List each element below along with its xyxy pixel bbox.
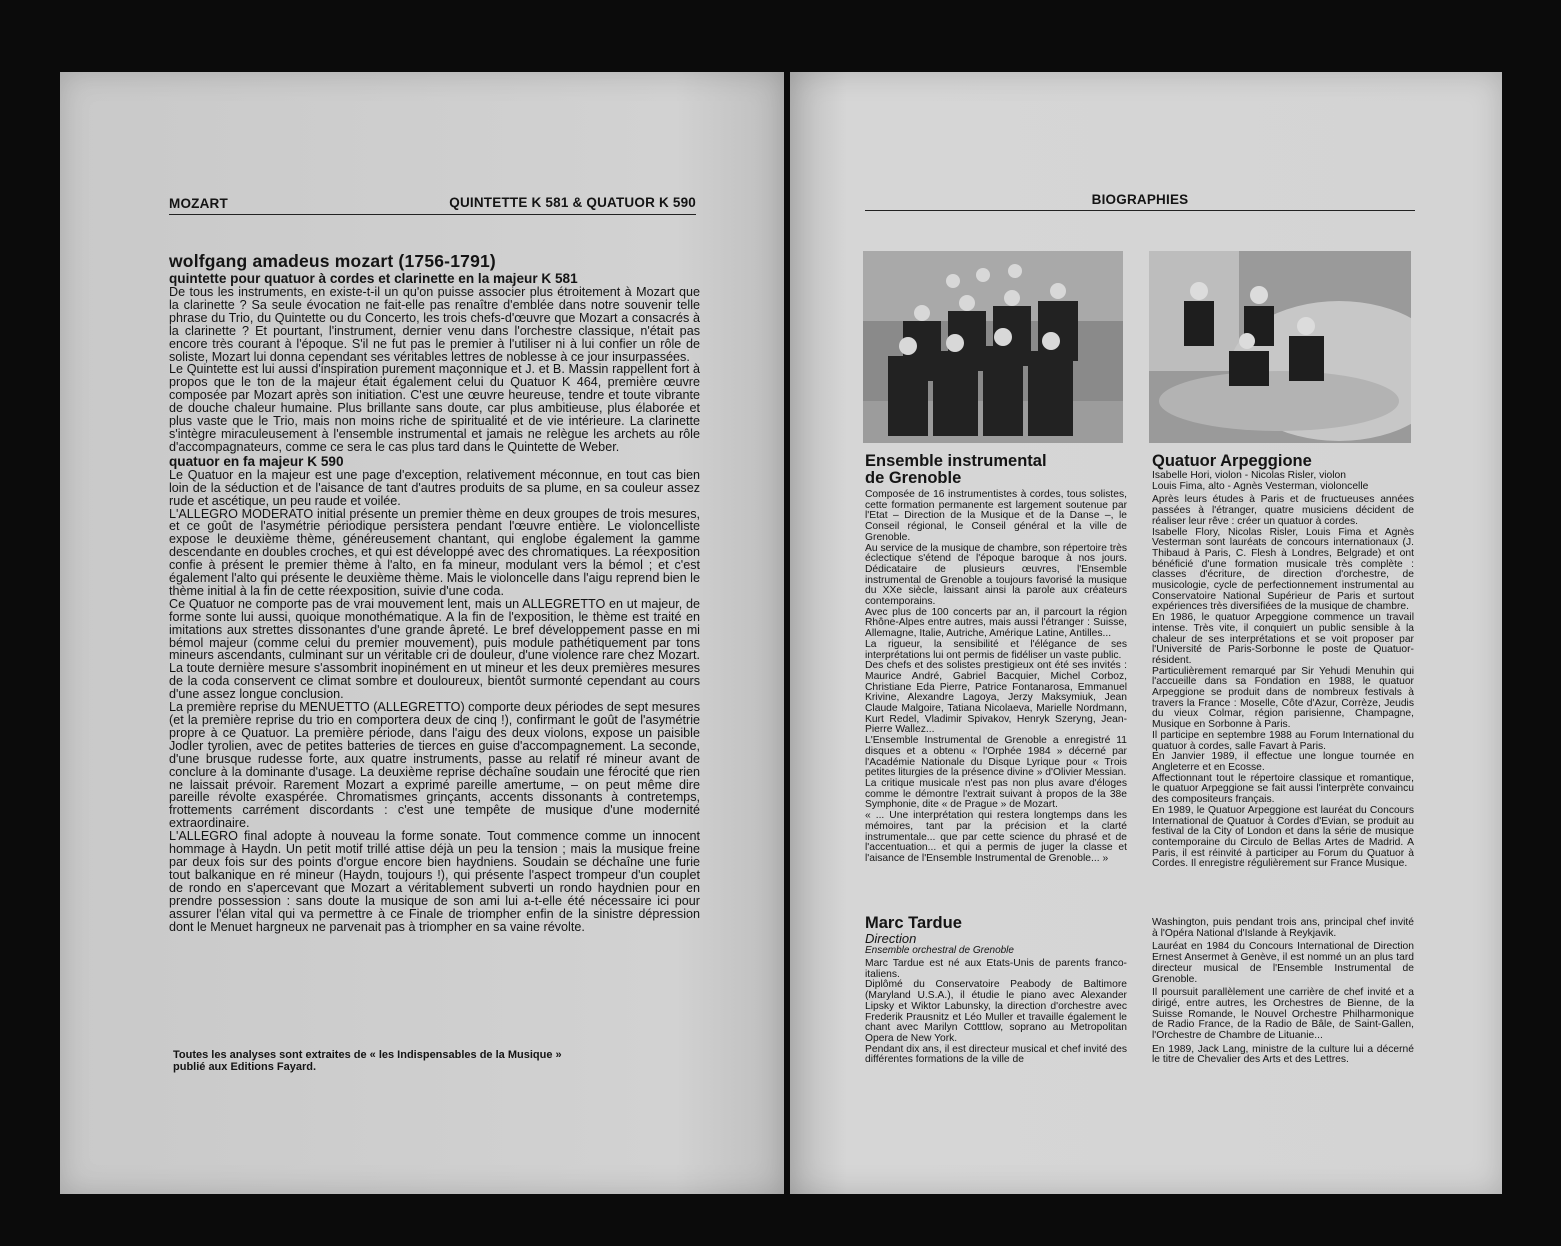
paragraph: En 1989, le Quatuor Arpeggione est lauréat du Concours International de Quatuor à Cordes d'Evian, se produit au festival de la City of London et dans la série de musique contemporaine du Circulo de Bellas Artes de Madrid. A Paris, il est réinvité à participer au Forum du Quatuor à Cordes. Il enregistre régulièrement sur France Musique. xyxy=(1152,804,1414,870)
paragraph: Lauréat en 1984 du Concours International de Direction Ernest Ansermet à Genève, il est nommé un an plus tard directeur musical de l'Ensemble Instrumental de Grenoble. xyxy=(1152,941,1414,985)
members-line1: Isabelle Hori, violon - Nicolas Risler, violon xyxy=(1152,470,1347,481)
paragraph: « ... Une interprétation qui restera longtemps dans les mémoires, tant par la précision et la clarté instrumentale... que par cette science du phrasé et de l'accentuation... et qui a permis de juger la classe et l'aisance de l'Ensemble Instrumental de Grenoble... » xyxy=(865,810,1127,864)
quartet-photo xyxy=(1149,251,1411,443)
paragraph: Avec plus de 100 concerts par an, il parcourt la région Rhône-Alpes entre autres, mais aussi l'étranger : Suisse, Allemagne, Italie, Autriche, Amérique Latine, Antilles... xyxy=(865,606,1127,640)
paragraph: La première reprise du MENUETTO (ALLEGRETTO) comporte deux périodes de sept mesures (et la première reprise du trio en comportera deux de cinq !), confirmant le goût de l'asymétrie propre à ce Quatuor. La première période, dans l'aigu des deux violons, expose un paisible Jodler tyrolien, avec de petites batteries de tierces en guise d'accompagnement. La seconde, d'une brusque rudesse forte, aux quatre instruments, passe au relatif ré mineur avant de conclure à la dominante d'usage. La deuxième reprise déchaîne soudain une férocité que rien ne laissait prévoir. Rarement Mozart a exprimé pareille amertume, – on peut même dire pareille révolte exaspérée. Chromatismes grinçants, accents dissonants à contretemps, frottements carrément discordants : c'est une tempête de musique d'une modernité extraordinaire. xyxy=(169,700,700,831)
ensemble-photo xyxy=(863,251,1123,443)
paragraph: Affectionnant tout le répertoire classique et romantique, le quatuor Arpeggione se fait aussi l'interprète convaincu des compositeurs français. xyxy=(1152,772,1414,806)
header-rule xyxy=(169,214,696,215)
members-line2: Louis Fima, alto - Agnès Vesterman, violoncelle xyxy=(1152,480,1369,492)
ensemble-bio xyxy=(865,453,1127,865)
article xyxy=(169,252,700,933)
marc-tardue-title: Marc Tardue xyxy=(865,914,962,932)
header-right: QUINTETTE K 581 & QUATUOR K 590 xyxy=(449,195,696,210)
section-title-quintette: quintette pour quatuor à cordes et clarinette en la majeur K 581 xyxy=(169,271,578,286)
header-left: MOZART xyxy=(169,196,228,211)
marc-tardue-bio xyxy=(865,915,1127,1066)
source-note-line1: Toutes les analyses sont extraites de « les Indispensables de la Musique » xyxy=(173,1049,562,1061)
paragraph: La rigueur, la sensibilité et l'élégance de ses interprétations lui ont permis de fidéliser un vaste public. xyxy=(865,638,1127,661)
paragraph: Isabelle Flory, Nicolas Risler, Louis Fima et Agnès Vesterman sont lauréats de concours internationaux (J. Thibaud à Paris, C. Flesh à Londres, Belgrade) et ont bénéficié d'une formation musicale très complète : classes d'écriture, de direction d'orchestre, de musicologie, cycle de perfectionnement instrumental au Conservatoire National Supérieur de Paris et surtout expériences très diversifiées de la musique de chambre. xyxy=(1152,526,1414,613)
paragraph: Washington, puis pendant trois ans, principal chef invité à l'Opéra National d'Islande à Reykjavik. xyxy=(1152,917,1414,939)
paragraph: La critique musicale n'est pas non plus avare d'éloges comme le démontre l'extrait suivant à propos de la 38e Symphonie, dite « de Prague » de Mozart. xyxy=(865,777,1127,811)
section-title-quatuor: quatuor en fa majeur K 590 xyxy=(169,453,344,469)
paragraph: Particulièrement remarqué par Sir Yehudi Menuhin qui l'accueille dans sa Fondation en 1988, le quatuor Arpeggione se produit dans de nombreux festivals à travers la France : Moselle, Côte d'Azur, Corrèze, Jeudis du vieux Colmar, région parisienne, Champagne, Musique en Sorbonne à Paris. xyxy=(1152,665,1414,731)
paragraph: L'ALLEGRO MODERATO initial présente un premier thème en deux groupes de trois mesures, et ce goût de l'asymétrie périodique persistera pendant l'œuvre entière. Le violoncelliste expose le deuxième thème, généreusement chantant, qui englobe également la gamme descendante en doubles croches, et qui est développé avec des chromatiques. La réexposition confie à présent le premier thème à l'alto, en fa mineur, modulant vers la bémol ; et c'est également l'alto qui présente le deuxième thème. Mais le violoncelle dans l'aigu reprend bien le thème initial à la fin de cette réexposition, suivie d'une coda. xyxy=(169,506,700,598)
paragraph: Il poursuit parallèlement une carrière de chef invité et a dirigé, entre autres, les Orchestres de Bienne, de la Suisse Romande, le Nouvel Orchestre Philharmonique de Radio France, de la Radio de Bâle, de Saint-Gallen, l'Orchestre de Chambre de Lituanie... xyxy=(1152,987,1414,1042)
quatuor-members xyxy=(1152,471,1414,492)
ensemble-text xyxy=(865,490,1127,865)
paragraph: Pendant dix ans, il est directeur musical et chef invité des différentes formations de la ville de xyxy=(865,1043,1127,1066)
paragraph: L'ALLEGRO final adopte à nouveau la forme sonate. Tout commence comme un innocent hommage à Haydn. Un petit motif trillé attise déjà un peu la tension ; mais la musique freine par deux fois sur des points d'orgue encore bien haydniens. Soudain se déchaîne une furie tout balkanique en ré mineur (Haydn, toujours !), qui présente l'aspect trompeur d'un couplet de rondo en s'apercevant que Mozart a véritablement subverti un rondo haydnien pour en prendre possession : sans doute la musique de son ami lui a-t-elle été nécessaire ici pour assurer l'élan vital qui va permettre à ce Finale de triompher enfin de la sinistre dépression dont le Menuet hargneux ne parvenait pas à triompher en sa vaine révolte. xyxy=(169,829,700,934)
paragraph: Ce Quatuor ne comporte pas de vrai mouvement lent, mais un ALLEGRETTO en ut majeur, de forme sonte lui aussi, quoique monothématique. A la fin de l'exposition, le thème est traité en imitations aux strettes dissonantes d'une grande âpreté. Le bref développement passe en mi bémol majeur (comme celui du premier mouvement), puis module pathétiquement par tons mineurs ascendants, culminant sur un véritable cri de douleur, d'une violence rare chez Mozart. La toute dernière mesure s'assombrit inopinément en ut mineur et les deux premières mesures de la coda conservent ce climat sombre et douloureux, bientôt surmonté cependant au cours d'une assez longue conclusion. xyxy=(169,596,700,702)
ensemble-title-line2: de Grenoble xyxy=(865,469,962,487)
left-page xyxy=(60,72,784,1194)
quartet-photo-image xyxy=(1149,251,1411,443)
marc-tardue-text xyxy=(865,959,1127,1066)
paragraph: En Janvier 1989, il effectue une longue tournée en Angleterre et en Ecosse. xyxy=(1152,751,1414,773)
right-page xyxy=(790,72,1502,1194)
paragraph: Des chefs et des solistes prestigieux ont été ses invités : Maurice André, Gabriel Bacquier, Michel Corboz, Christiane Eda Pierre, Patrice Fontanarosa, Emmanuel Krivine, Alexandre Lagoya, Jerzy Maksymiuk, Jean Claude Malgoire, Tatiana Nicolaeva, Marielle Nordmann, Kurt Redel, Vladimir Spivakov, Henryk Szeryng, Jean-Pierre Wallez... xyxy=(865,660,1127,736)
paragraph: Composée de 16 instrumentistes à cordes, tous solistes, cette formation permanente est largement soutenue par l'Etat – Direction de la Musique et de la Danse –, le Conseil régional, le Conseil général et la ville de Grenoble. xyxy=(865,489,1127,543)
paragraph: Le Quintette est lui aussi d'inspiration purement maçonnique et J. et B. Massin rappellent fort à propos que le ton de la majeur était également celui du Quatuor K 464, première œuvre composée par Mozart après son initiation. C'est une œuvre heureuse, tendre et toute vibrante de douche chaleur humaine. Plus brillante sans doute, car plus ambitieuse, plus élaborée et plus vaste que le Trio, mais non moins riche de spiritualité et de vie intérieure. La clarinette s'intègre miraculeusement à l'ensemble instrumental et jamais ne relègue les archets au rôle d'accompagnateurs, comme ce sera le cas plus tard dans le Quintette de Weber. xyxy=(169,362,700,454)
biographies-header: BIOGRAPHIES xyxy=(1091,192,1189,207)
paragraph: Au service de la musique de chambre, son répertoire très éclectique s'étend de l'époque baroque à nos jours. Dédicataire de plusieurs œuvres, l'Ensemble instrumental de Grenoble a toujours favorisé la musique du XXe siècle, laissant ainsi la parole aux créateurs contemporains. xyxy=(865,542,1127,608)
quatuor-text xyxy=(1152,495,1414,870)
paragraph: En 1986, le quatuor Arpeggione commence un travail intense. Très vite, il conquiert un public sensible à la chaleur de ses interprétations et se voit proposer par l'Université de Paris-Sorbonne le poste de Quatuor-résident. xyxy=(1152,612,1414,666)
paragraph: De tous les instruments, en existe-t-il un qu'on puisse associer plus étroitement à Mozart que la clarinette ? Sa seule évocation ne fait-elle pas renaître d'emblée dans notre souvenir telle phrase du Trio, du Quintette ou du Concerto, les trois chefs-d'œuvre que Mozart a consacrés à la clarinette ? Et pourtant, l'instrument, dernier venu dans l'orchestre classique, n'était pas encore très courant à l'époque. S'il ne fut pas le premier à l'utiliser ni à lui confier un rôle de soliste, Mozart lui donna cependant ses véritables lettres de noblesse à ce jour insurpassées. xyxy=(169,285,700,364)
paragraph: L'Ensemble Instrumental de Grenoble a enregistré 11 disques et a obtenu « l'Orphée 1984 » décerné par l'Académie Nationale du Disque Lyrique pour « Trois petites liturgies de la présence divine » d'Olivier Messian. xyxy=(865,735,1127,779)
paragraph: Le Quatuor en la majeur est une page d'exception, relativement méconnue, en tout cas bien loin de la séduction et de l'aisance de tant d'autres produits de sa plume, en sa couleur assez rude et ascétique, un peu raude et voilée. xyxy=(169,467,700,508)
ensemble-title-line1: Ensemble instrumental xyxy=(865,452,1047,470)
paragraph: Il participe en septembre 1988 au Forum International du quatuor à cordes, salle Favart à Paris. xyxy=(1152,729,1414,752)
quatuor-title: Quatuor Arpeggione xyxy=(1152,452,1312,470)
marc-tardue-bio-continued xyxy=(1152,918,1414,1066)
source-note xyxy=(173,1049,703,1073)
ensemble-photo-image xyxy=(863,251,1123,443)
paragraph: En 1989, Jack Lang, ministre de la culture lui a décerné le titre de Chevalier des Arts et des Lettres. xyxy=(1152,1043,1414,1066)
source-note-line2: publié aux Editions Fayard. xyxy=(173,1061,317,1073)
marc-tardue-org: Ensemble orchestral de Grenoble xyxy=(865,945,1014,956)
paragraph: Après leurs études à Paris et de fructueuses années passées à l'étranger, quatre musiciens décident de réaliser leur rêve : créer un quatuor à cordes. xyxy=(1152,494,1414,527)
article-title: wolfgang amadeus mozart (1756-1791) xyxy=(169,251,496,271)
quatuor-bio xyxy=(1152,453,1414,870)
paragraph: Marc Tardue est né aux Etats-Unis de parents franco-italiens. xyxy=(865,958,1127,980)
marc-tardue-role: Direction xyxy=(865,931,917,946)
header-rule xyxy=(865,210,1415,211)
paragraph: Diplômé du Conservatoire Peabody de Baltimore (Maryland U.S.A.), il étudie le piano avec Alexander Lipsky et Wiktor Labunsky, la direction d'orchestre avec Frederik Prausnitz et Léo Muller et travaille également le chant avec Marilyn Cotttlow, soprano au Metropolitan Opera de New York. xyxy=(865,979,1127,1044)
